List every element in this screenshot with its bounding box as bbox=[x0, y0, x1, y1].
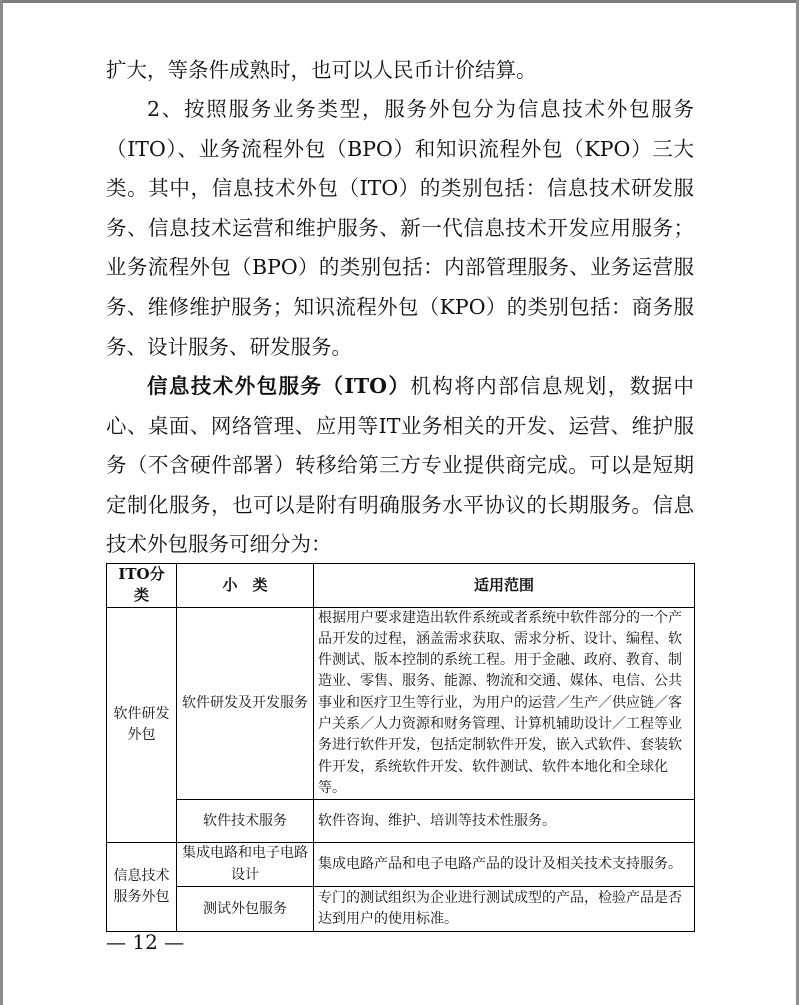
ito-term-bold: 信息技术外包服务（ITO） bbox=[147, 374, 411, 398]
desc-software-tech-service: 软件咨询、维护、培训等技术性服务。 bbox=[314, 800, 695, 843]
table-row bbox=[107, 607, 695, 800]
page-edge-left bbox=[0, 0, 3, 1005]
paragraph-ito-definition bbox=[106, 367, 694, 565]
ito-classification-table bbox=[106, 563, 695, 932]
table-row bbox=[107, 886, 695, 932]
paragraph-1: 扩大，等条件成熟时，也可以人民币计价结算。 bbox=[106, 58, 537, 82]
header-subcategory: 小 类 bbox=[177, 564, 314, 608]
desc-software-rd: 根据用户要求建造出软件系统或者系统中软件部分的一个产品开发的过程，涵盖需求获取、需求分析、设计、编程、软件测试、版本控制的系统工程。用于金融、政府、教育、制造业、零售、服务、能源、物流和交通、媒体、电信、公共事业和医疗卫生等行业，为用户的运营／生产／供应链／客户关系／人力资源和财务管理、计算机辅助设计／工程等业务进行软件开发，包括定制软件开发，嵌入式软件、套装软件开发，系统软件开发、软件测试、软件本地化和全球化等。 bbox=[314, 607, 695, 800]
sub-software-tech-service: 软件技术服务 bbox=[177, 800, 314, 843]
header-ito-category: ITO分类 bbox=[107, 564, 177, 608]
ito-definition-text: 机构将内部信息规划，数据中心、桌面、网络管理、应用等IT业务相关的开发、运营、维护服务（不含硬件部署）转移给第三方专业提供商完成。可以是短期定制化服务，也可以是附有明确服务水平协议的长期服务。信息技术外包服务可细分为： bbox=[106, 374, 695, 557]
header-scope: 适用范围 bbox=[314, 564, 695, 608]
sub-software-rd: 软件研发及开发服务 bbox=[177, 607, 314, 800]
table-header-row bbox=[107, 564, 695, 608]
desc-testing-outsourcing: 专门的测试组织为企业进行测试成型的产品，检验产品是否达到用户的使用标准。 bbox=[314, 886, 695, 932]
sub-testing-outsourcing: 测试外包服务 bbox=[177, 886, 314, 932]
category-it-service: 信息技术服务外包 bbox=[107, 843, 177, 932]
sub-ic-design: 集成电路和电子电路设计 bbox=[177, 843, 314, 887]
desc-ic-design: 集成电路产品和电子电路产品的设计及相关技术支持服务。 bbox=[314, 843, 695, 887]
page-number: — 12 — bbox=[106, 930, 185, 954]
paragraph-service-types: 2、按照服务业务类型，服务外包分为信息技术外包服务（ITO）、业务流程外包（BPO）和知识流程外包（KPO）三大类。其中，信息技术外包（ITO）的类别包括：信息技术研发服务、信息技术运营和维护服务、新一代信息技术开发应用服务；业务流程外包（BPO）的类别包括：内部管理服务、业务运营服务、维修维护服务；知识流程外包（KPO）的类别包括：商务服务、设计服务、研发服务。 bbox=[106, 97, 694, 359]
page-edge-top bbox=[0, 0, 799, 3]
category-software-rd: 软件研发外包 bbox=[107, 607, 177, 843]
table-row bbox=[107, 843, 695, 887]
table-row bbox=[107, 800, 695, 843]
